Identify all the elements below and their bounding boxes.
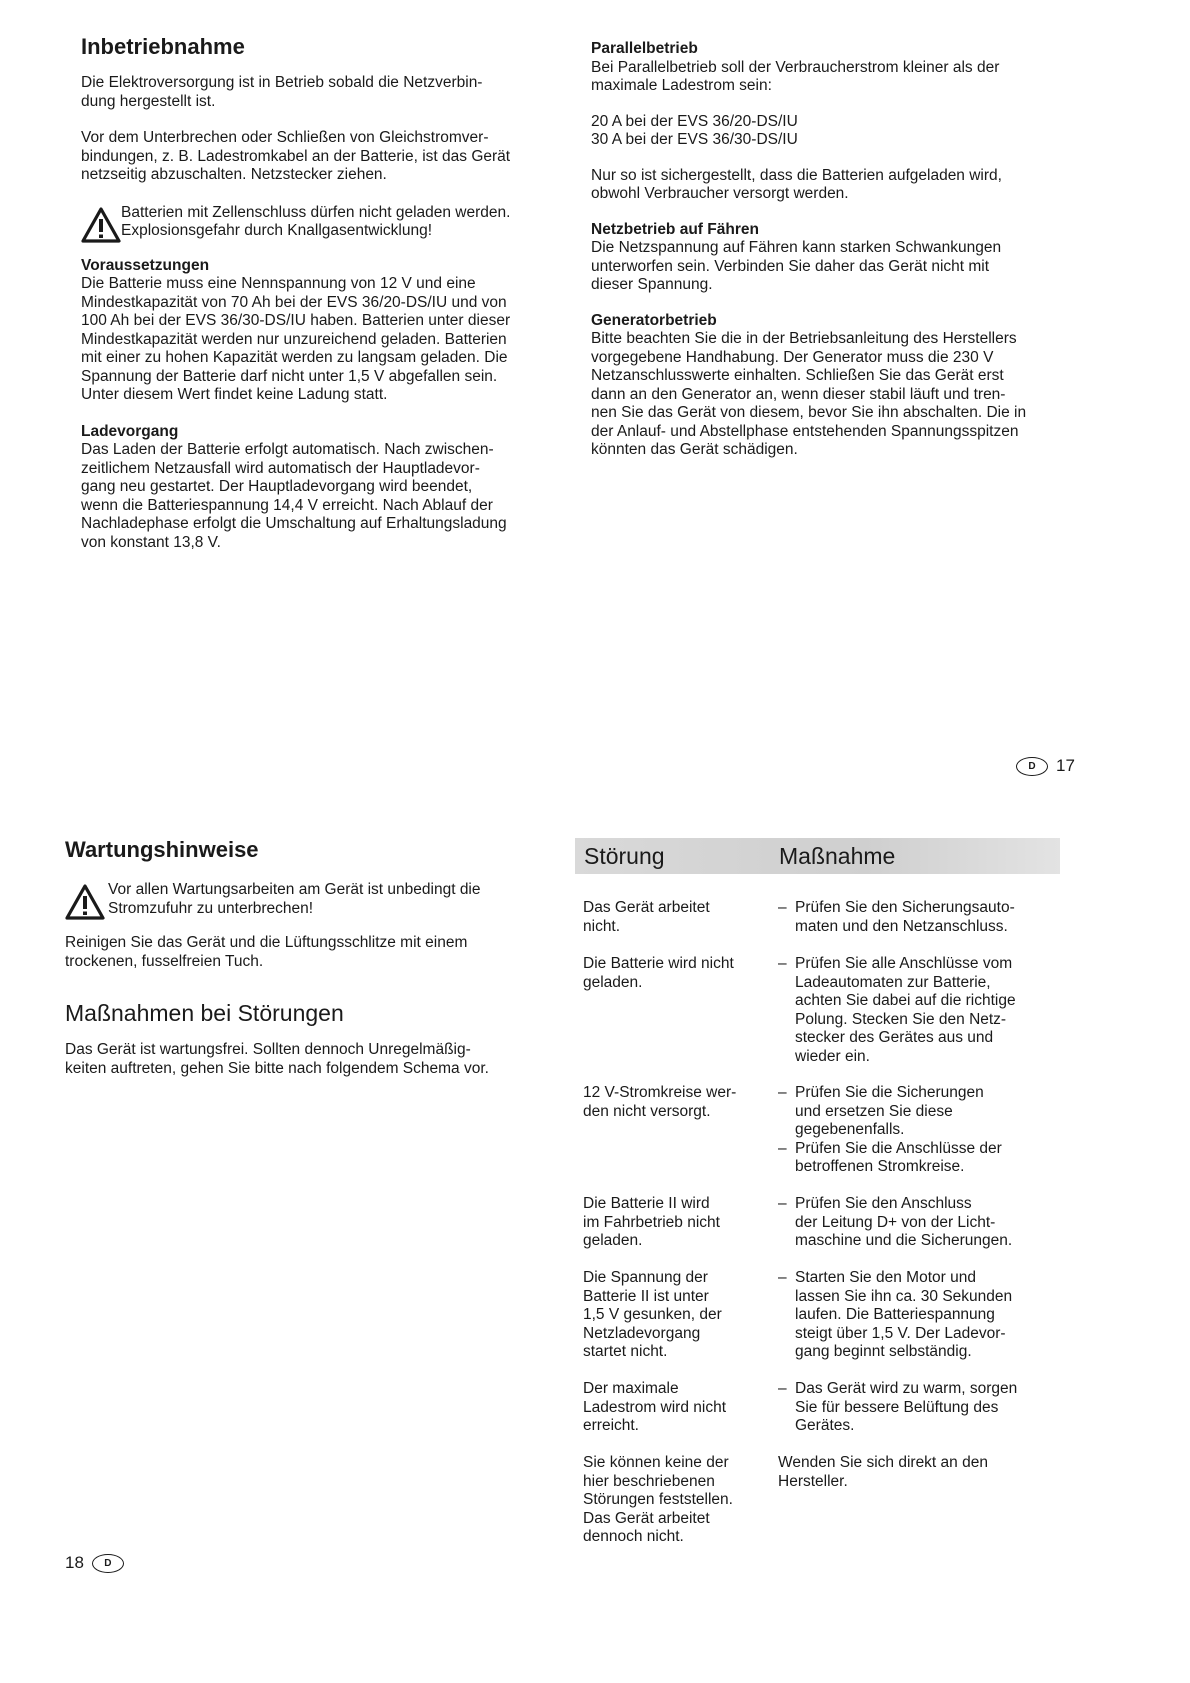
problem-cell: Sie können keine der hier beschriebenen Störungen feststellen. Das Gerät arbeitet dennoch nicht. xyxy=(583,1454,733,1545)
action-cell: – Das Gerät wird zu warm, sorgen Sie für bessere Belüftung des Gerätes. xyxy=(778,1380,1043,1436)
page17-left-column xyxy=(81,34,571,552)
troubleshooting-title: Maßnahmen bei Störungen xyxy=(65,1000,344,1026)
page18-left-column xyxy=(65,837,565,1078)
troubleshooting-table-header xyxy=(575,838,1060,874)
intro-paragraph: Die Elektroversorgung ist in Betrieb sobald die Netzverbin- dung hergestellt ist. xyxy=(81,74,483,110)
maintenance-warning: Vor allen Wartungsarbeiten am Gerät ist unbedingt die Stromzufuhr zu unterbrechen! xyxy=(65,881,565,918)
ladevorgang-text: Das Laden der Batterie erfolgt automatisch. Nach zwischen- zeitlichem Netzausfall wird automatisch der Hauptladevor- gang neu gestartet. Der Hauptladevorgang wird beendet, wenn die Batteriespannung 14,4 V erreicht. Nach Ablauf der Nachladephase erfolgt die Umschaltung auf Erhaltungsladung von konstant 13,8 V. xyxy=(81,441,507,551)
problem-cell: Die Spannung der Batterie II ist unter 1,5 V gesunken, der Netzladevorgang startet nicht. xyxy=(583,1269,722,1360)
page17-right-column xyxy=(591,40,1091,460)
page-title: Inbetriebnahme xyxy=(81,34,245,59)
voraussetzungen-heading: Voraussetzungen xyxy=(81,256,210,274)
maintenance-title: Wartungshinweise xyxy=(65,837,259,862)
warning-icon xyxy=(65,884,105,920)
action-cell: – Prüfen Sie alle Anschlüsse vom Ladeautomaten zur Batterie, achten Sie dabei auf die richtige Polung. Stecken Sie den Netz- stecker des Gerätes aus und wieder ein. xyxy=(778,955,1043,1066)
page-number-18: 18 D xyxy=(65,1553,124,1573)
parallelbetrieb-text: Bei Parallelbetrieb soll der Verbraucherstrom kleiner als der maximale Ladestrom sein: xyxy=(591,58,1000,94)
language-badge: D xyxy=(92,1554,124,1573)
problem-cell: 12 V-Stromkreise wer- den nicht versorgt. xyxy=(583,1084,737,1120)
action-cell: – Prüfen Sie den Anschluss der Leitung D+ von der Licht- maschine und die Sicherungen. xyxy=(778,1195,1043,1251)
troubleshooting-intro: Das Gerät ist wartungsfrei. Sollten dennoch Unregelmäßig- keiten auftreten, gehen Sie bitte nach folgendem Schema vor. xyxy=(65,1041,489,1077)
voraussetzungen-text: Die Batterie muss eine Nennspannung von 12 V und eine Mindestkapazität von 70 Ah bei der EVS 36/20-DS/IU und von 100 Ah bei der EVS 36/30-DS/IU haben. Batterien unter dieser Mindestkapazität werden nur unzureichend geladen. Batterien mit einer zu hohen Kapazität werden zu langsam geladen. Die Spannung der Batterie darf nicht unter 1,5 V abgefallen sein. Unter diesem Wert findet keine Ladung statt. xyxy=(81,275,511,403)
generator-heading: Generatorbetrieb xyxy=(591,311,717,329)
problem-cell: Der maximale Ladestrom wird nicht erreicht. xyxy=(583,1380,727,1434)
problem-cell: Das Gerät arbeitet nicht. xyxy=(583,899,710,935)
action-cell: – Prüfen Sie den Sicherungsauto- maten und den Netzanschluss. xyxy=(778,899,1043,936)
parallelbetrieb-heading: Parallelbetrieb xyxy=(591,40,698,57)
action-cell: Wenden Sie sich direkt an den Hersteller. xyxy=(778,1454,988,1490)
warning-block: Batterien mit Zellenschluss dürfen nicht geladen werden. Explosionsgefahr durch Knallgasentwicklung! xyxy=(81,204,571,241)
header-massnahme: Maßnahme xyxy=(779,843,896,869)
disconnect-paragraph: Vor dem Unterbrechen oder Schließen von Gleichstromver- bindungen, z. B. Ladestromkabel an der Batterie, ist das Gerät netzseitig abzuschalten. Netzstecker ziehen. xyxy=(81,129,511,183)
parallelbetrieb-values: 20 A bei der EVS 36/20-DS/IU 30 A bei der EVS 36/30-DS/IU xyxy=(591,112,798,148)
faehren-text: Die Netzspannung auf Fähren kann starken Schwankungen unterworfen sein. Verbinden Sie daher das Gerät nicht mit dieser Spannung. xyxy=(591,239,1002,293)
page-number-17: D 17 xyxy=(1016,756,1075,776)
header-stoerung: Störung xyxy=(584,843,665,869)
action-cell: – Starten Sie den Motor und lassen Sie ihn ca. 30 Sekunden laufen. Die Batteriespannung steigt über 1,5 V. Der Ladevor- gang beginnt selbständig. xyxy=(778,1269,1043,1362)
cleaning-text: Reinigen Sie das Gerät und die Lüftungsschlitze mit einem trockenen, fusselfreien Tuch. xyxy=(65,934,468,970)
problem-cell: Die Batterie wird nicht geladen. xyxy=(583,955,734,991)
language-badge: D xyxy=(1016,757,1048,776)
generator-text: Bitte beachten Sie die in der Betriebsanleitung des Herstellers vorgegebene Handhabung. Der Generator muss die 230 V Netzanschlusswerte einhalten. Schließen Sie das Gerät erst dann an den Generator an, wenn dieser stabil läuft und tren- nen Sie das Gerät von diesem, bevor Sie ihn abschalten. Die in der Anlauf- und Abstellphase entstehenden Spannungsspitzen könnten das Gerät schädigen. xyxy=(591,330,1027,458)
action-cell: – Prüfen Sie die Sicherungen und ersetzen Sie diese gegebenenfalls. – Prüfen Sie die Anschlüsse der betroffenen Stromkreise. xyxy=(778,1084,1043,1177)
problem-cell: Die Batterie II wird im Fahrbetrieb nicht geladen. xyxy=(583,1195,720,1249)
parallelbetrieb-note: Nur so ist sichergestellt, dass die Batterien aufgeladen wird, obwohl Verbraucher versorgt werden. xyxy=(591,166,1002,202)
warning-icon xyxy=(81,207,121,243)
faehren-heading: Netzbetrieb auf Fähren xyxy=(591,220,759,238)
ladevorgang-heading: Ladevorgang xyxy=(81,422,179,440)
